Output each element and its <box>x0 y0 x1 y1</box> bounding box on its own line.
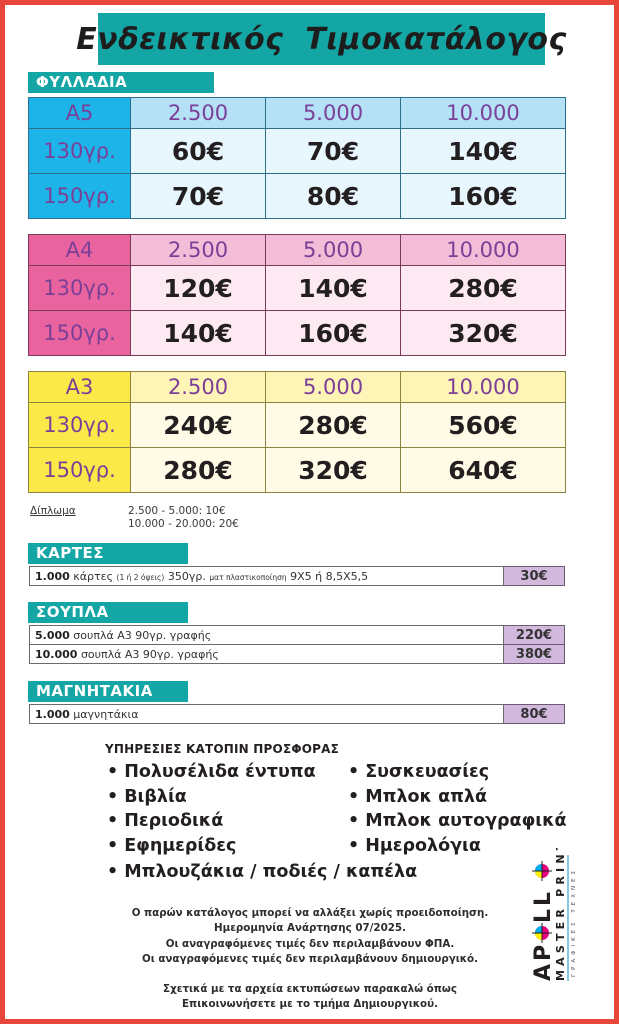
note-line: Οι αναγραφόμενες τιμές δεν περιλαμβάνουν δημιουργικό. <box>141 952 479 965</box>
bullet-icon: • <box>348 762 360 782</box>
service-label: Περιοδικά <box>124 811 224 831</box>
table-header-row <box>29 372 566 403</box>
table-row <box>29 174 566 219</box>
service-label: Συσκευασίες <box>365 762 490 782</box>
folding-label: Δίπλωμα <box>30 505 76 517</box>
bullet-icon: • <box>107 811 119 831</box>
bullet-icon: • <box>107 762 119 782</box>
service-label: Μπλοκ απλά <box>365 787 488 807</box>
service-label: Ημερολόγια <box>365 836 481 856</box>
price-cell: 320€ <box>266 448 401 493</box>
service-item <box>107 862 417 882</box>
item-text: 350γρ. <box>164 569 210 583</box>
table-header-row <box>29 98 566 129</box>
quantity-header: 10.000 <box>401 98 566 129</box>
note-spacer <box>110 967 510 982</box>
logo-brand: AP <box>531 941 556 981</box>
quantity-header: 2.500 <box>131 372 266 403</box>
service-item <box>348 762 489 782</box>
table-row <box>30 567 565 586</box>
item-price: 30€ <box>504 567 565 586</box>
item-text: 9Χ5 ή 8,5Χ5,5 <box>286 569 369 583</box>
table-row <box>29 448 566 493</box>
size-label: A3 <box>29 372 131 403</box>
price-cell: 70€ <box>266 129 401 174</box>
svg-text:ΓΡΑΦΙΚΕΣ ΤΕΧΝΕΣ: ΓΡΑΦΙΚΕΣ ΤΕΧΝΕΣ <box>571 866 577 977</box>
service-label: Εφημερίδες <box>124 836 237 856</box>
price-cell: 280€ <box>131 448 266 493</box>
section-label-souples: ΣΟΥΠΛΑ <box>28 602 188 623</box>
price-cell: 140€ <box>401 129 566 174</box>
service-label: Μπλουζάκια / ποδιές / καπέλα <box>124 862 418 882</box>
note-line: Σχετικά με τα αρχεία εκτυπώσεων παρακαλώ όπως <box>163 983 457 996</box>
note-line: Οι αναγραφόμενες τιμές δεν περιλαμβάνουν ΦΠΑ. <box>165 937 455 950</box>
paper-weight: 130γρ. <box>29 266 131 311</box>
svg-text:LL: LL <box>531 888 556 923</box>
page-title: Ενδεικτικός Τιμοκατάλογος <box>76 21 567 57</box>
bullet-icon: • <box>348 787 360 807</box>
price-cell: 160€ <box>401 174 566 219</box>
size-label: A5 <box>29 98 131 129</box>
section-label-cards: ΚΑΡΤΕΣ <box>28 543 188 564</box>
paper-weight: 150γρ. <box>29 174 131 219</box>
item-price: 220€ <box>504 626 565 645</box>
quantity-header: 5.000 <box>266 98 401 129</box>
cards-table <box>29 566 565 586</box>
item-quantity: 10.000 <box>35 647 78 661</box>
price-cell: 70€ <box>131 174 266 219</box>
price-cell: 560€ <box>401 403 566 448</box>
item-quantity: 5.000 <box>35 628 70 642</box>
table-row <box>29 129 566 174</box>
table-row <box>29 266 566 311</box>
note-line: Επικοινωνήσετε με το τμήμα Δημιουργικού. <box>182 998 438 1011</box>
price-cell: 640€ <box>401 448 566 493</box>
price-cell: 120€ <box>131 266 266 311</box>
folding-price-line: 2.500 - 5.000: 10€ <box>128 505 226 517</box>
bullet-icon: • <box>348 811 360 831</box>
service-label: Βιβλία <box>124 787 187 807</box>
bullet-icon: • <box>107 862 119 882</box>
service-label: Πολυσέλιδα έντυπα <box>124 762 316 782</box>
bullet-icon: • <box>107 836 119 856</box>
apollo-master-prints-logo <box>528 848 578 983</box>
paper-weight: 150γρ. <box>29 311 131 356</box>
price-cell: 160€ <box>266 311 401 356</box>
price-cell: 60€ <box>131 129 266 174</box>
table-row <box>30 645 565 664</box>
item-description <box>30 645 504 664</box>
price-table-a5 <box>28 97 566 219</box>
table-row <box>30 626 565 645</box>
price-cell: 320€ <box>401 311 566 356</box>
quantity-header: 5.000 <box>266 235 401 266</box>
quantity-header: 10.000 <box>401 372 566 403</box>
magnets-table <box>29 704 565 724</box>
price-table-a3 <box>28 371 566 493</box>
item-quantity: 1.000 <box>35 569 70 583</box>
price-cell: 80€ <box>266 174 401 219</box>
paper-weight: 150γρ. <box>29 448 131 493</box>
logo-icon <box>528 848 578 983</box>
item-note: (1 ή 2 όψεις) <box>116 572 165 582</box>
item-text: σουπλά Α3 90γρ. γραφής <box>69 628 212 642</box>
item-text: σουπλά Α3 90γρ. γραφής <box>77 647 219 661</box>
table-header-row <box>29 235 566 266</box>
table-row <box>30 705 565 724</box>
services-title: ΥΠΗΡΕΣΙΕΣ ΚΑΤΟΠΙΝ ΠΡΟΣΦΟΡΑΣ <box>105 742 340 756</box>
note-line: Ημερομηνία Ανάρτησης 07/2025. <box>214 922 406 935</box>
service-label: Μπλοκ αυτογραφικά <box>365 811 567 831</box>
section-label-magnets: ΜΑΓΝΗΤΑΚΙΑ <box>28 681 188 702</box>
item-text: μαγνητάκια <box>69 707 139 721</box>
bullet-icon: • <box>348 836 360 856</box>
svg-text:MASTER PRINTS: MASTER PRINTS <box>554 848 567 981</box>
folding-price-line: 10.000 - 20.000: 20€ <box>128 518 239 530</box>
price-table-a4 <box>28 234 566 356</box>
price-cell: 140€ <box>266 266 401 311</box>
service-item <box>348 836 481 856</box>
item-description <box>30 567 504 586</box>
item-description <box>30 626 504 645</box>
souples-table <box>29 625 565 664</box>
size-label: A4 <box>29 235 131 266</box>
quantity-header: 2.500 <box>131 235 266 266</box>
service-item <box>348 811 567 831</box>
table-row <box>29 403 566 448</box>
item-text: κάρτες <box>69 569 117 583</box>
item-note: ματ πλαστικοποίηση <box>209 572 287 582</box>
bullet-icon: • <box>107 787 119 807</box>
service-item <box>107 762 316 782</box>
note-line: Ο παρών κατάλογος μπορεί να αλλάξει χωρίς προειδοποίηση. <box>131 907 489 919</box>
price-cell: 280€ <box>401 266 566 311</box>
service-item <box>107 787 187 807</box>
quantity-header: 2.500 <box>131 98 266 129</box>
footer-notes <box>110 906 510 1013</box>
section-label-leaflets: ΦΥΛΛΑΔΙΑ <box>28 72 214 93</box>
item-quantity: 1.000 <box>35 707 70 721</box>
price-cell: 140€ <box>131 311 266 356</box>
table-row <box>29 311 566 356</box>
service-item <box>107 811 223 831</box>
item-price: 80€ <box>504 705 565 724</box>
quantity-header: 5.000 <box>266 372 401 403</box>
price-cell: 240€ <box>131 403 266 448</box>
service-item <box>348 787 487 807</box>
item-price: 380€ <box>504 645 565 664</box>
item-description <box>30 705 504 724</box>
service-item <box>107 836 236 856</box>
paper-weight: 130γρ. <box>29 403 131 448</box>
price-cell: 280€ <box>266 403 401 448</box>
paper-weight: 130γρ. <box>29 129 131 174</box>
quantity-header: 10.000 <box>401 235 566 266</box>
page-title-banner <box>76 13 567 65</box>
